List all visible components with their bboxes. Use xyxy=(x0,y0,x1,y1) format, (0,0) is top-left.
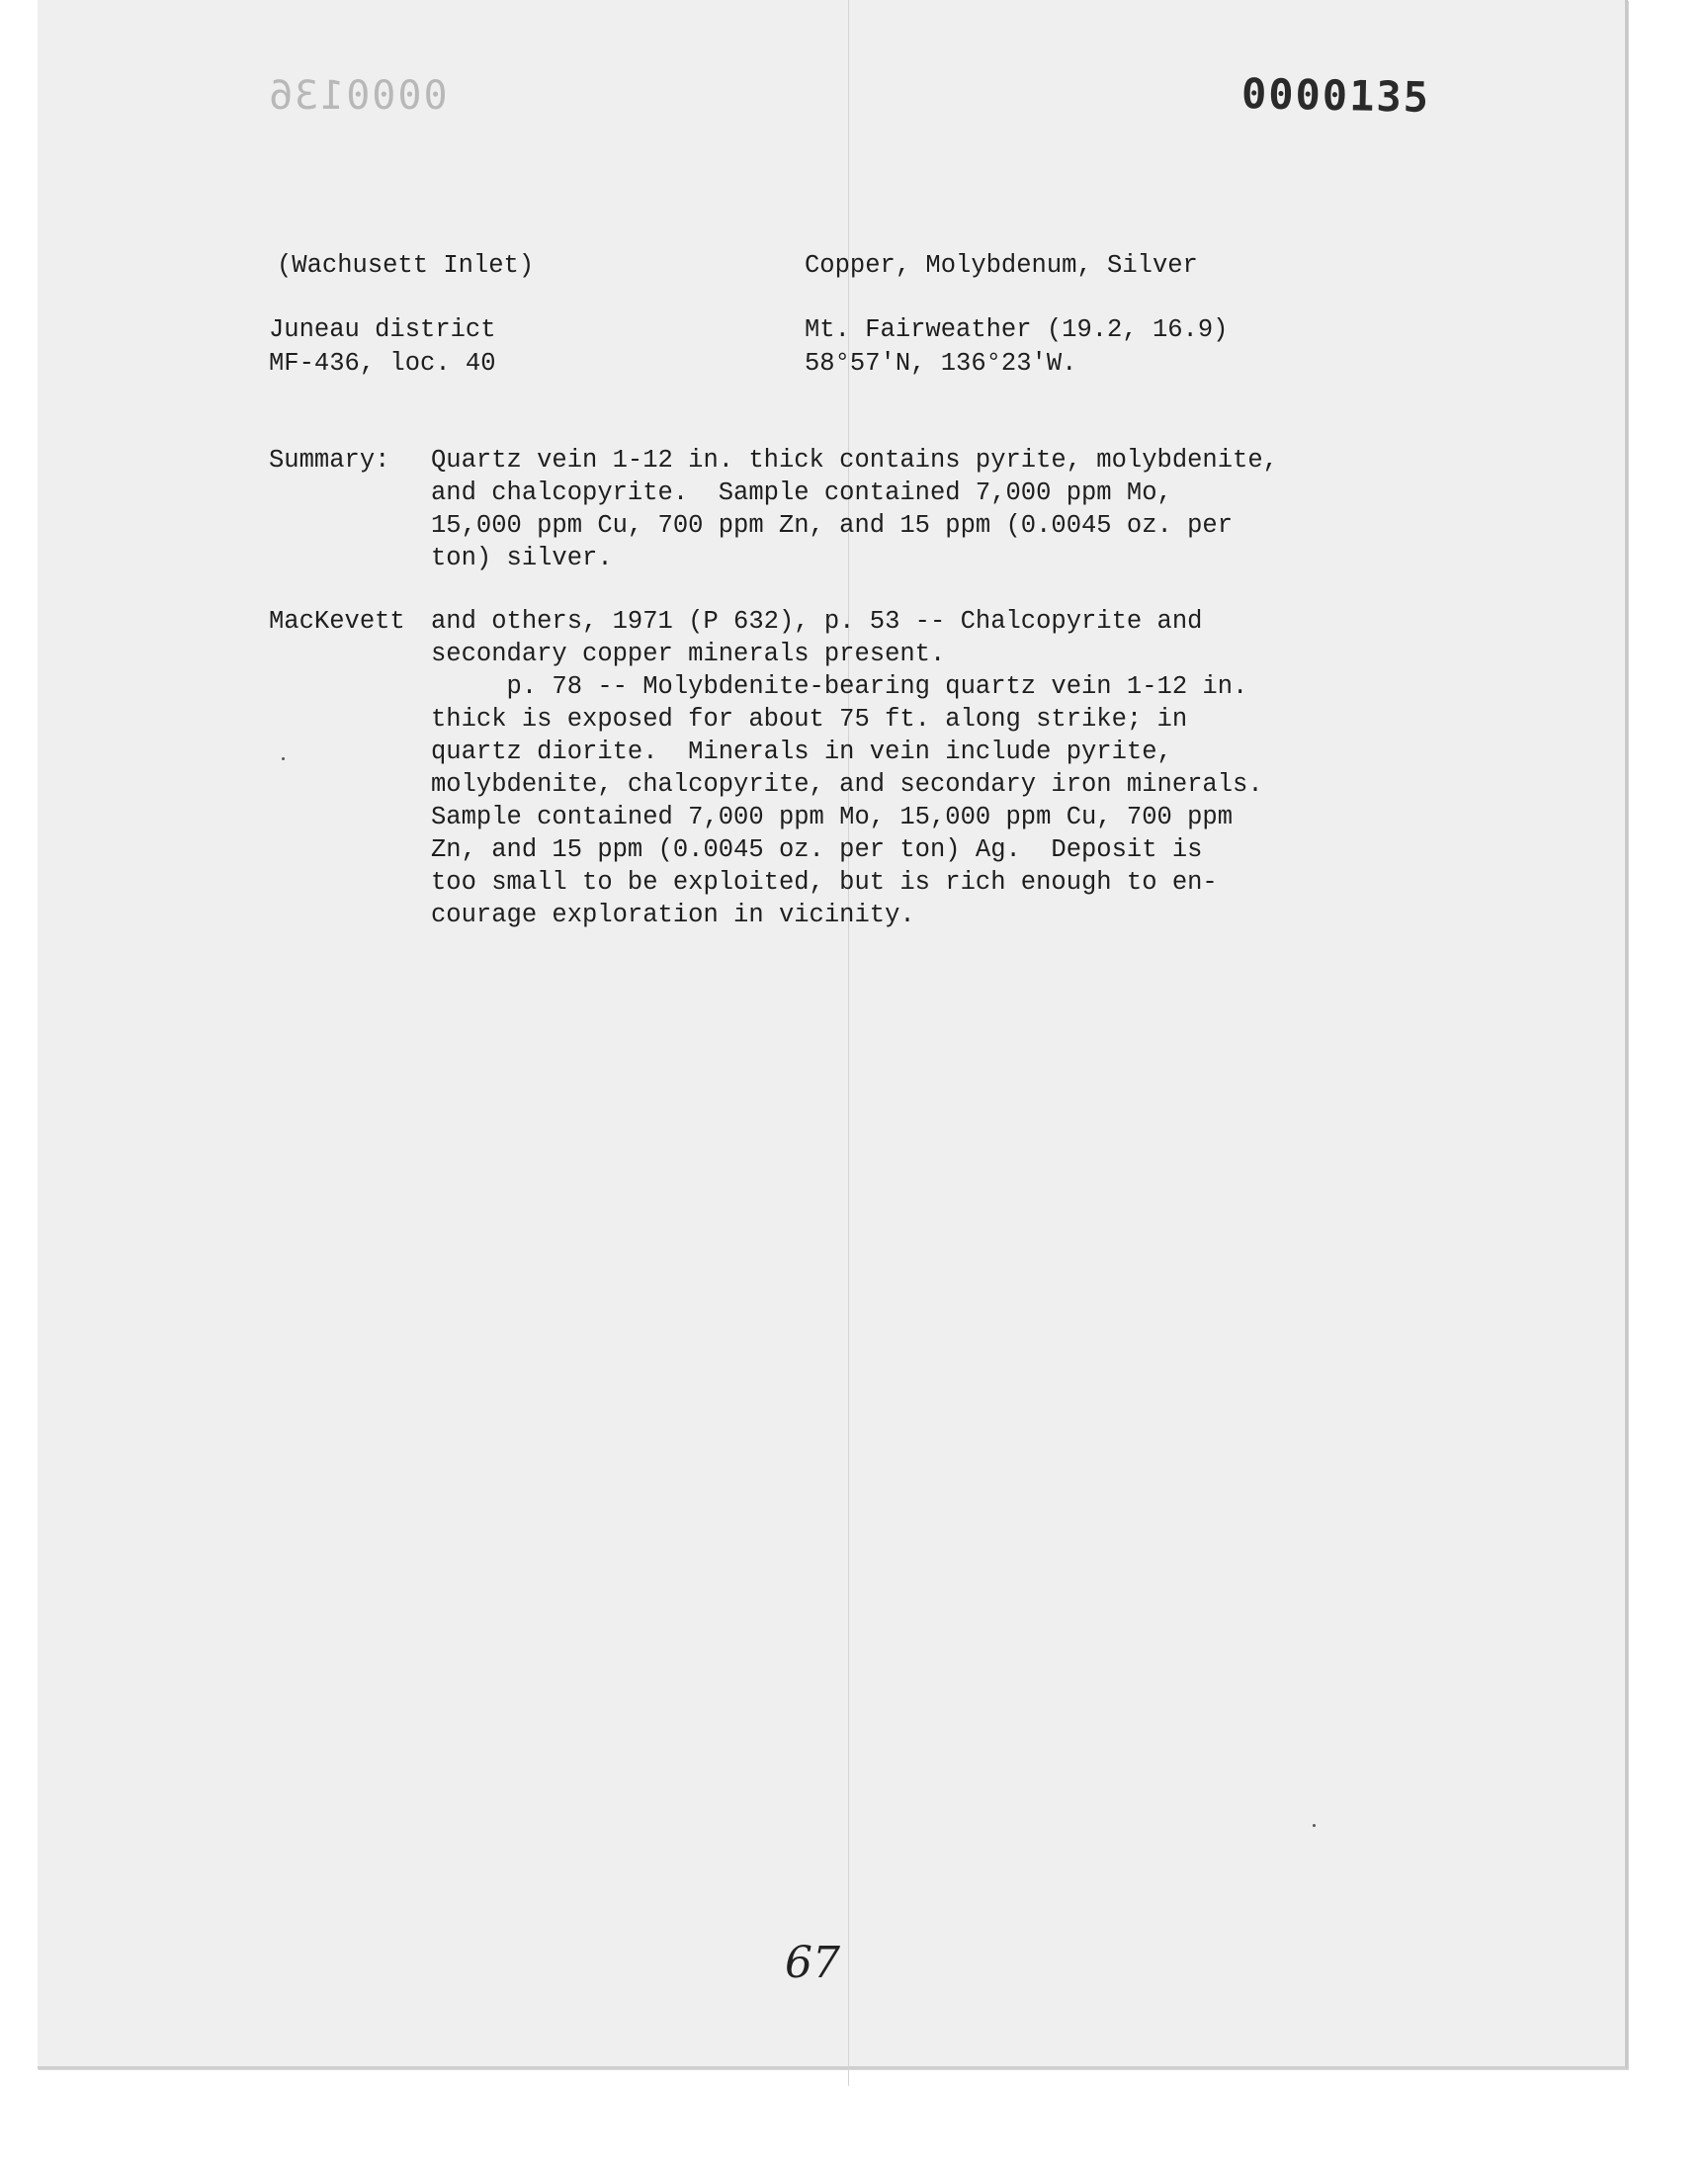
map-reference: MF-436, loc. 40 xyxy=(269,349,496,378)
handwritten-page-number: 67 xyxy=(785,1938,840,1988)
coordinates: 58°57'N, 136°23'W. xyxy=(805,349,1077,378)
reference-line: Zn, and 15 ppm (0.0045 oz. per ton) Ag. Deposit is xyxy=(431,835,1203,864)
reference-line: too small to be exploited, but is rich enough to en- xyxy=(431,868,1218,897)
summary-line: ton) silver. xyxy=(431,544,613,572)
summary-line: and chalcopyrite. Sample contained 7,000 ppm Mo, xyxy=(431,478,1172,507)
reference-line: secondary copper minerals present. xyxy=(431,640,946,668)
reference-line: quartz diorite. Minerals in vein include pyrite, xyxy=(431,738,1172,766)
reference-line: p. 78 -- Molybdenite-bearing quartz vein 1-12 in. xyxy=(431,672,1248,701)
quadrangle: Mt. Fairweather (19.2, 16.9) xyxy=(805,315,1229,344)
document-page xyxy=(38,0,1628,2069)
reference-author: MacKevett xyxy=(269,607,405,636)
reference-line: courage exploration in vicinity. xyxy=(431,901,915,929)
mirrored-stamp-number: 0000136 xyxy=(267,73,448,119)
summary-label: Summary: xyxy=(269,446,390,475)
reference-line: Sample contained 7,000 ppm Mo, 15,000 ppm Cu, 700 ppm xyxy=(431,803,1234,831)
stamp-number: 0000135 xyxy=(1240,69,1431,122)
commodities: Copper, Molybdenum, Silver xyxy=(805,251,1198,280)
locality-name: (Wachusett Inlet) xyxy=(277,251,535,280)
district: Juneau district xyxy=(269,315,496,344)
summary-line: 15,000 ppm Cu, 700 ppm Zn, and 15 ppm (0.0045 oz. per xyxy=(431,511,1234,540)
speck-mark xyxy=(1313,1824,1316,1827)
reference-line: thick is exposed for about 75 ft. along strike; in xyxy=(431,705,1188,734)
speck-mark xyxy=(282,757,285,760)
reference-line: molybdenite, chalcopyrite, and secondary iron minerals. xyxy=(431,770,1263,799)
summary-line: Quartz vein 1-12 in. thick contains pyrite, molybdenite, xyxy=(431,446,1278,475)
reference-line: and others, 1971 (P 632), p. 53 -- Chalcopyrite and xyxy=(431,607,1203,636)
